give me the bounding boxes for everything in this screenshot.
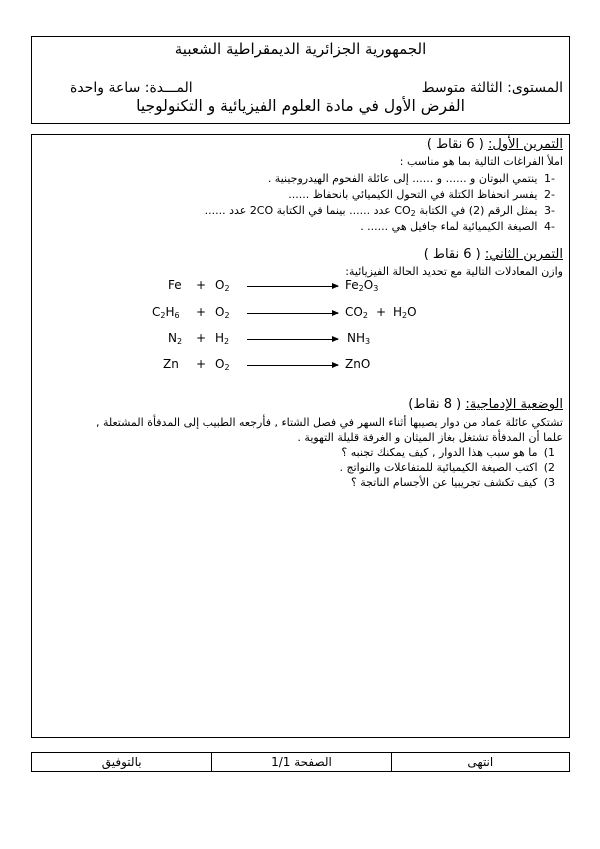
equation-reactant: $O_2$ [215, 305, 230, 320]
situation-paragraph: تشتكي عائلة عماد من دوار يصيبها أثناء السهر في فصل الشتاء , فأرجعه الطبيب إلى المدفأة المشتعلة , [95, 416, 563, 429]
equation-reactant: Fe [168, 278, 182, 292]
reaction-arrow [247, 313, 338, 314]
exam-body [31, 134, 570, 738]
situation-question: 2) اكتب الصيغة الكيميائية للمتفاعلات والنواتج . [339, 461, 555, 474]
exercise2-points: ( 6 نقاط ) [423, 247, 481, 262]
equation-reactant: $O_2$ [215, 278, 230, 293]
equation-plus: + [196, 331, 207, 345]
exercise1-item: -2 يفسر انحفاظ الكتلة في التحول الكيميائي بانحفاظ ...... [288, 188, 555, 201]
equation-product: ZnO [345, 357, 371, 371]
situation-paragraph: علما أن المدفأة تشتغل بغاز الميثان و الغرفة قليلة التهوية . [297, 431, 563, 444]
exercise2-instruction: وازن المعادلات التالية مع تحديد الحالة الفيزيائية: [345, 265, 563, 278]
footer-end: انتهى [391, 753, 569, 771]
footer-box [31, 752, 570, 772]
equation-plus: + [196, 357, 207, 371]
equation-product: $H_2O$ [393, 305, 417, 320]
equation-plus: + [376, 305, 387, 319]
exercise1-instruction: املأ الفراغات التالية بما هو مناسب : [399, 155, 563, 168]
exercise2-title: التمرين الثاني: [484, 247, 563, 262]
duration-label: المـــدة: ساعة واحدة [70, 80, 193, 96]
level-label: المستوى: الثالثة متوسط [421, 80, 563, 96]
situation-title: الوضعية الإدماجية: [465, 397, 563, 412]
reaction-arrow [247, 365, 338, 366]
exercise1-heading [427, 137, 563, 152]
exam-title: الفرض الأول في مادة العلوم الفيزيائية و التكنولوجيا [136, 97, 465, 115]
header-box [31, 36, 570, 124]
situation-question: 3) كيف تكشف تجريبيا عن الأجسام الناتجة ؟ [350, 476, 555, 489]
equation-reactant: $C_2H_6$ [152, 305, 180, 320]
equation-product: $CO_2$ [345, 305, 368, 320]
exercise1-points: ( 6 نقاط ) [426, 137, 484, 152]
equation-product: $Fe_2O_3$ [345, 278, 379, 293]
exercise1-title: التمرين الأول: [488, 137, 563, 152]
situation-points: ( 8 نقاط) [408, 397, 462, 412]
exercise2-heading [424, 247, 563, 262]
equation-reactant: Zn [163, 357, 179, 371]
equation-product: $NH_3$ [347, 331, 371, 346]
equation-reactant: $H_2$ [215, 331, 230, 346]
equation-plus: + [196, 278, 207, 292]
equation-reactant: $O_2$ [215, 357, 230, 372]
footer-page-number: الصفحة 1/1 [211, 753, 390, 771]
equation-plus: + [196, 305, 207, 319]
equation-reactant: $N_2$ [168, 331, 183, 346]
reaction-arrow [247, 339, 338, 340]
situation-heading [408, 397, 563, 412]
exercise1-item: -1 ينتمي البوتان و ...... و ...... إلى عائلة الفحوم الهيدروجينية . [267, 172, 555, 185]
exercise1-item: -4 الصيغة الكيميائية لماء جافيل هي ...... . [360, 220, 555, 233]
reaction-arrow [247, 286, 338, 287]
exercise1-item: -3 يمثل الرقم (2) في الكتابة $CO_2$ عدد ...... بينما في الكتابة 2CO عدد ...... [204, 204, 555, 218]
footer-good-luck: بالتوفيق [101, 755, 142, 769]
republic-title: الجمهورية الجزائرية الديمقراطية الشعبية [174, 40, 427, 58]
situation-question: 1) ما هو سبب هذا الدوار , كيف يمكنك تجنبه ؟ [341, 446, 555, 459]
